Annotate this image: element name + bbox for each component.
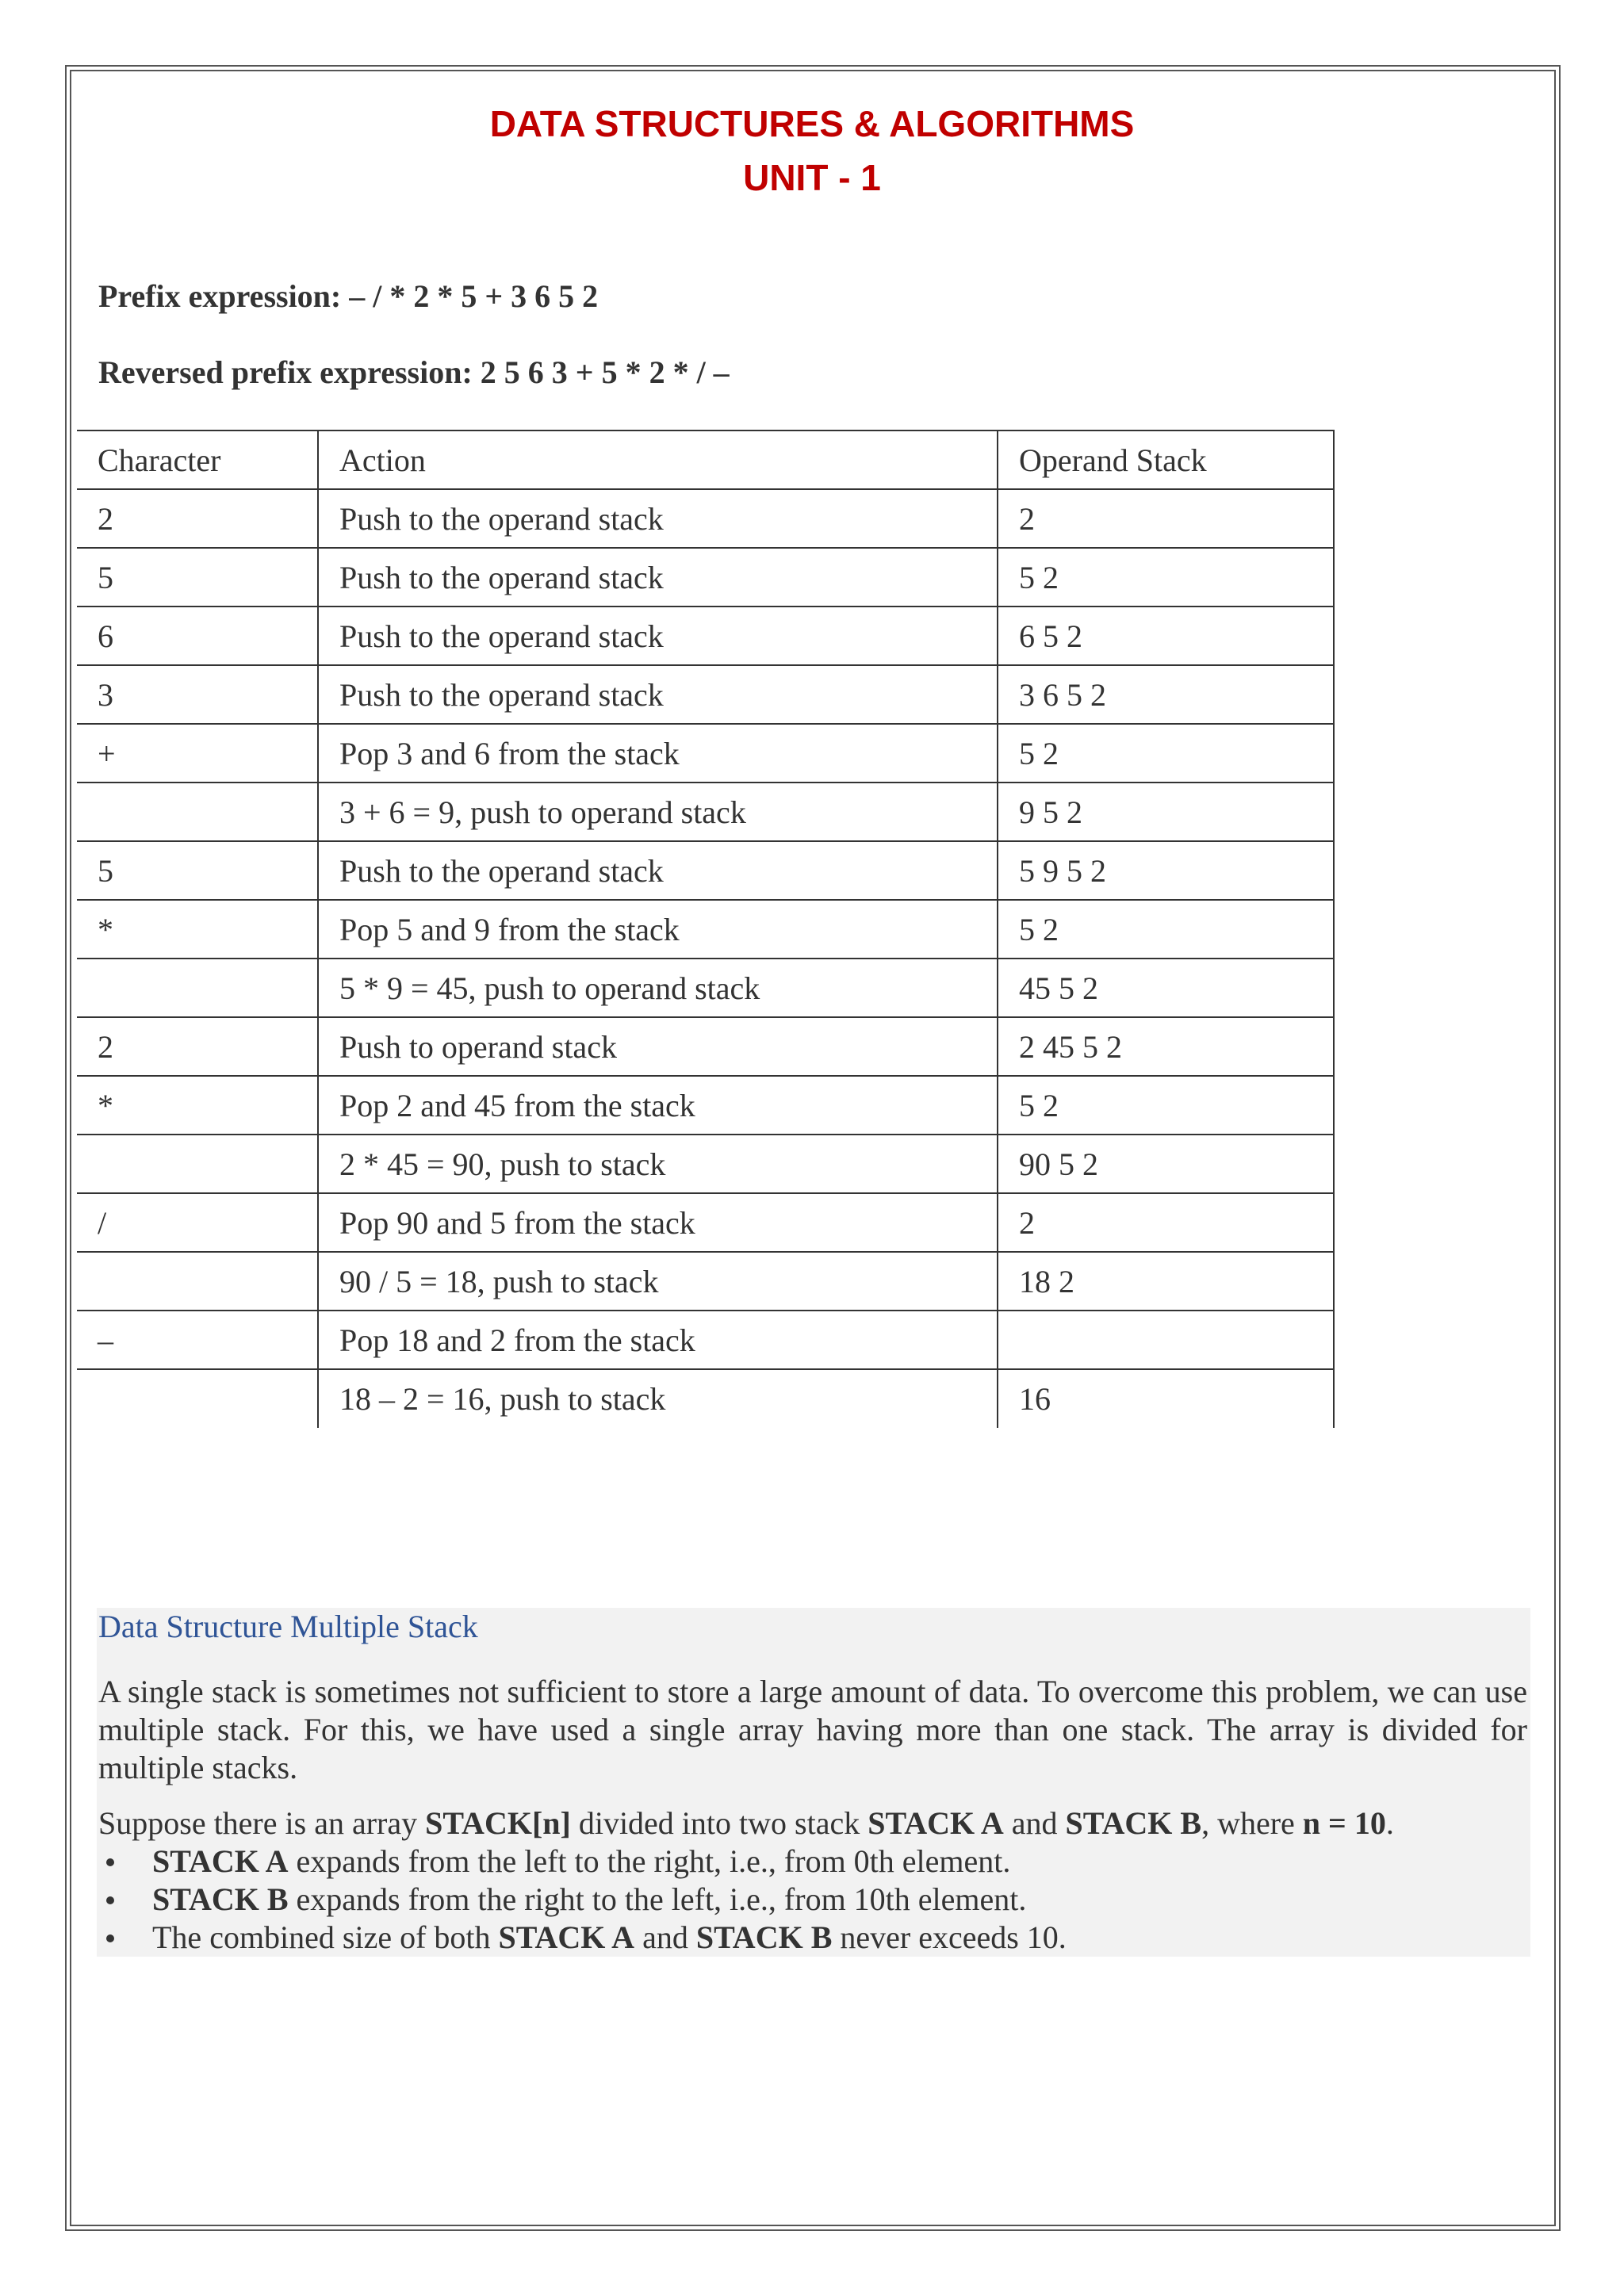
character-cell (77, 959, 318, 1017)
bullet-item: STACK A expands from the left to the right, i.e., from 0th element. (98, 1843, 1067, 1881)
action-cell: 2 * 45 = 90, push to stack (318, 1135, 998, 1193)
character-cell: – (77, 1311, 318, 1369)
table-row (77, 665, 1334, 724)
character-cell: 5 (77, 548, 318, 607)
character-cell: 2 (77, 1017, 318, 1076)
stack-bullet-list (98, 1843, 1067, 1957)
character-cell: * (77, 900, 318, 959)
operand-stack-cell: 5 9 5 2 (998, 841, 1334, 900)
operand-stack-cell: 45 5 2 (998, 959, 1334, 1017)
table-row (77, 841, 1334, 900)
character-cell: * (77, 1076, 318, 1135)
evaluation-table-body (77, 430, 1334, 1428)
operand-stack-cell: 18 2 (998, 1252, 1334, 1311)
table-row (77, 783, 1334, 841)
reversed-prefix-expression: Reversed prefix expression: 2 5 6 3 + 5 * 2 * / – (98, 354, 730, 390)
table-row (77, 607, 1334, 665)
column-header: Operand Stack (998, 430, 1334, 489)
operand-stack-cell: 5 2 (998, 900, 1334, 959)
operand-stack-cell: 6 5 2 (998, 607, 1334, 665)
character-cell: 5 (77, 841, 318, 900)
table-row (77, 1252, 1334, 1311)
operand-stack-cell: 2 (998, 489, 1334, 548)
operand-stack-cell (998, 1311, 1334, 1369)
table-row (77, 1076, 1334, 1135)
character-cell (77, 1252, 318, 1311)
column-header: Action (318, 430, 998, 489)
table-row (77, 1193, 1334, 1252)
bullet-item: STACK B expands from the right to the left, i.e., from 10th element. (98, 1881, 1067, 1919)
table-row (77, 548, 1334, 607)
operand-stack-cell: 2 45 5 2 (998, 1017, 1334, 1076)
bullet-icon (106, 1896, 114, 1904)
operand-stack-cell: 5 2 (998, 724, 1334, 783)
bullet-icon (106, 1858, 114, 1866)
table-row (77, 724, 1334, 783)
table-row (77, 1369, 1334, 1428)
table-row (77, 1017, 1334, 1076)
action-cell: 3 + 6 = 9, push to operand stack (318, 783, 998, 841)
action-cell: 90 / 5 = 18, push to stack (318, 1252, 998, 1311)
action-cell: Pop 3 and 6 from the stack (318, 724, 998, 783)
character-cell: 3 (77, 665, 318, 724)
column-header: Character (77, 430, 318, 489)
table-row (77, 489, 1334, 548)
action-cell: Pop 90 and 5 from the stack (318, 1193, 998, 1252)
section-paragraph: A single stack is sometimes not sufficient to store a large amount of data. To overcome this problem, we can use multiple stack. For this, we have used a single array having more than one stack. The array is divided for multiple stacks. (98, 1674, 1527, 1785)
section-heading: Data Structure Multiple Stack (98, 1609, 478, 1644)
table-row (77, 1311, 1334, 1369)
operand-stack-cell: 5 2 (998, 548, 1334, 607)
action-cell: Push to the operand stack (318, 489, 998, 548)
action-cell: 5 * 9 = 45, push to operand stack (318, 959, 998, 1017)
action-cell: Pop 2 and 45 from the stack (318, 1076, 998, 1135)
operand-stack-cell: 3 6 5 2 (998, 665, 1334, 724)
character-cell: 2 (77, 489, 318, 548)
operand-stack-cell: 90 5 2 (998, 1135, 1334, 1193)
operand-stack-cell: 2 (998, 1193, 1334, 1252)
table-row (77, 1135, 1334, 1193)
action-cell: Pop 5 and 9 from the stack (318, 900, 998, 959)
action-cell: Pop 18 and 2 from the stack (318, 1311, 998, 1369)
character-cell (77, 783, 318, 841)
operand-stack-cell: 5 2 (998, 1076, 1334, 1135)
operand-stack-cell: 9 5 2 (998, 783, 1334, 841)
bullet-icon (106, 1934, 114, 1942)
table-row (77, 900, 1334, 959)
action-cell: Push to the operand stack (318, 607, 998, 665)
action-cell: 18 – 2 = 16, push to stack (318, 1369, 998, 1428)
character-cell: + (77, 724, 318, 783)
character-cell (77, 1369, 318, 1428)
bullet-item: The combined size of both STACK A and STACK B never exceeds 10. (98, 1919, 1067, 1957)
character-cell: / (77, 1193, 318, 1252)
array-intro: Suppose there is an array STACK[n] divided into two stack STACK A and STACK B, where n = 10. (98, 1805, 1394, 1841)
operand-stack-cell: 16 (998, 1369, 1334, 1428)
action-cell: Push to the operand stack (318, 841, 998, 900)
prefix-expression: Prefix expression: – / * 2 * 5 + 3 6 5 2 (98, 278, 599, 314)
table-header-row (77, 430, 1334, 489)
evaluation-table (77, 430, 1335, 1428)
unit-label: UNIT - 1 (743, 157, 881, 198)
character-cell: 6 (77, 607, 318, 665)
action-cell: Push to the operand stack (318, 665, 998, 724)
action-cell: Push to the operand stack (318, 548, 998, 607)
table-row (77, 959, 1334, 1017)
document-title: DATA STRUCTURES & ALGORITHMS (489, 103, 1135, 144)
action-cell: Push to operand stack (318, 1017, 998, 1076)
character-cell (77, 1135, 318, 1193)
